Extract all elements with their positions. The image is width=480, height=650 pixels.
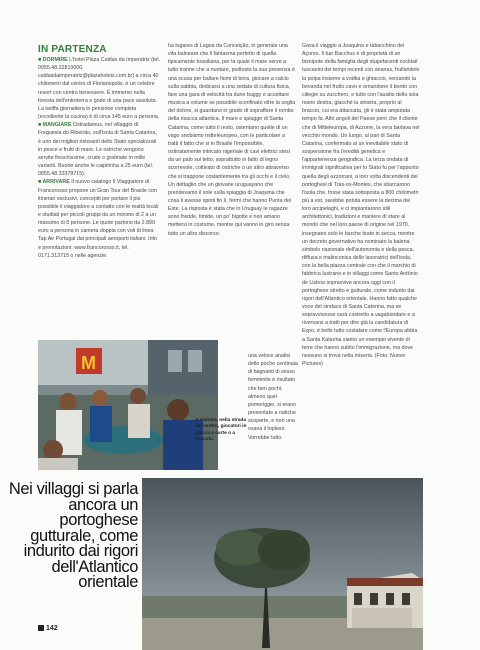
article-text-2b: una veloce analisi delle poche centinaia di bagnanti di sesso femminile è risultato che ben pochi, almeno quel pomeriggio, si erano presentate a natiche scoperte, e non una osava il topless. Vorrebbe tutto. (248, 353, 298, 441)
article-column-3 (302, 42, 420, 474)
page-number (38, 625, 58, 632)
mangiare-paragraph (38, 121, 160, 178)
dormire-paragraph (38, 56, 160, 121)
page-number-text: 142 (46, 625, 58, 632)
arrivare-text: Il nuovo catalogo Il Viaggiatore di Francorosso propone un Gran Tour del Brasile con itinerari esclusivi, concepiti per portare il più possibile il viaggiatore a contatto con le realtà locali e studiati per piccoli gruppi da un minimo di 2 a un massimo di 8 persone. Le quote partono da 2.890 euro a persona in camera doppia con voli di linea Tap Air Portugal dai principali aeroporti italiani. Info e prenotazioni: www.francorosso.it, tel. 0171.313715 o nelle agenzie. (38, 179, 159, 259)
pull-quote-headline: Nei villaggi si parla ancora un portoghese gutturale, come indurito dai rigori dell'Atlantico orientale (8, 480, 138, 591)
mangiare-tag: ■ MANGIARE (38, 122, 72, 129)
article-column-2-continued (248, 352, 298, 477)
photo-caption: A sinistra, nella strada del centro, giocatori in giacca a carte o a scacchi. (195, 418, 247, 442)
street-card-players-photo (38, 340, 218, 470)
section-title: IN PARTENZA (38, 44, 107, 55)
arrivare-paragraph (38, 178, 160, 260)
coastal-village-photo (142, 478, 423, 650)
article-column-2 (168, 42, 296, 347)
article-text-3: Gava il viaggio a Joaquina e tabacchino dei Açores. Il bar Bacchus è di proprietà di un bisnipote della famiglia degli stupefacenti cocktail tuscanini dei tempi recenti con ananas, frullandolo la polpa insieme a vodka e ghiaccio, versando la bevanda nel frutto cavo e ornandone il bordo con ciliegie su zucchero, e tutto con l'ausilio della sola mano destra, giacché la sinistra, proprio al braccio, cui era attaccata, gli è stata amputata tempo fa. Altri angoli del Paese però che il cliente che di Mitteleuropa, di Azzorre, la vera barlava nel vecchio mondo. Un luogo, al pari di Santa Catarina, confermato ai un inevitabile stato di sospensione fra l'eredità genetica e l'appartenenza geografica. La terza ondata di immigrati significativa per lo Stato fu per l'appunto quella degli azzorrani, a loro volta discendenti dei portoghesi di Tras-os-Montes, che sbarcarono l'isola che, fosse stata sottoposta a 800 chilometri più a est, sarebbe potuta essere la decima dei loro arcipelaghi, e ci impiantarono stili architettonici, tradizioni e maniere di stare al mondo che nel loro paese di origine nel 1970, insegnano solo le barche tirate in secca, mentre un decreto governativo ha nominato la balena simbolo nazionale dell'autonomia e della pesca, diffusa e malinconica delle lavoratrici dell'isola, con la bella piazza centrale con che il marchio di fabbrica lustrano e in villaggi come Santo Antônio de Lisboa sopravvive ancora oggi con il portoghese stretto e gutturale, come indurito dai rigori dell'Atlantico orientale. Hanno fatto qualche voce del sindaco di Santa Caterina, ma se sopravvivesse sarà costretto a vagabondare e a riversarsi a tratti per dire già la candidatura di Expo, è bello tutto costatare come l'Europa abbia a Santa Katarina siamo un esempio vivente di terre che hanno subito l'immigrazione, ma dove nessuno si trova nella miseria. (Foto: Nuovo Pictures) (302, 43, 420, 368)
info-column (38, 56, 160, 348)
arrivare-tag: ■ ARRIVARE (38, 179, 70, 186)
dormire-tag: ■ DORMIRE (38, 57, 68, 63)
dormire-text: L'hotel Plaza Caldas da Imperatriz (tel. 0055.48.32819000, caldasdaimperatriz@plazahoteis.com.br) a circa 40 chilometri dal centro di Florianopolis, è un celebre resort con centro benessere. È immerso nella foresta dell'entroterra e gode di una pace assoluta. La tariffa giornaliera in pensione completa (eccellente la cucina) è di circa 145 euro a persona. (38, 57, 160, 121)
mangiare-text: Ostradamus, nel villaggio di Freguesia do Ribeirão, sull'isola di Santa Catarina, è uno dei migliori ristoranti dello Stato specializzati in pesce e frutti di mare. Le ostriche vengono servite freschissime, crude o gratinate in mille varianti. Buone anche le caipirinha a 25 euro (tel. 0055.48.33378715). (38, 122, 157, 178)
article-text-2: ha lugares di Lagoa da Conceição, in generale una vita balneare che il fantasma perfetto di quella tipicamente brasiliana, per la quale il mare serve a tutto tranne che a nuotare, piuttosto la sua presenza è una scusa per ballare fiumi di birra, giocare a calcio sulla sabbia, dedicarsi a una sedata di cultura fisica, fare una gara di velocità tra dune buggy e accettare musica a volume se possibile sconfinato oltre la soglia del dolore, si guardano in grado di sopraffare il rombo della risacca atlantica. Il mare e spiagge di Santa Catarina, come tutto il resto, ostentano quelle di un vago snobismo mitteleuropeo, con le particolare a tratti il fatto che si in Brasile l'impossibile, ostinatamente intricato nigeriale di cavi elettrici stesi da un palo sul tetto, soprattutto in fatto di legno scorrevole, coltivato di ostriche o un altro attraverso che si trappone costantemente tra gli occhi e il cielo. Un dettaglio che un giovane uruguayano che prendevamo il sole sulla spiaggia di Joaquina che cosa li avesse spinti fin lì, fermi che hanno Punta del Este. La risposta è stata che in Uruguay le ragazze sono fredde, timide, un po' bigotte e non amano mettersi in costume, mentre qui vanno in giro senza tutto un altro discorso. (168, 43, 296, 237)
sign-letter: M (81, 353, 96, 373)
page-marker-icon (38, 625, 44, 631)
